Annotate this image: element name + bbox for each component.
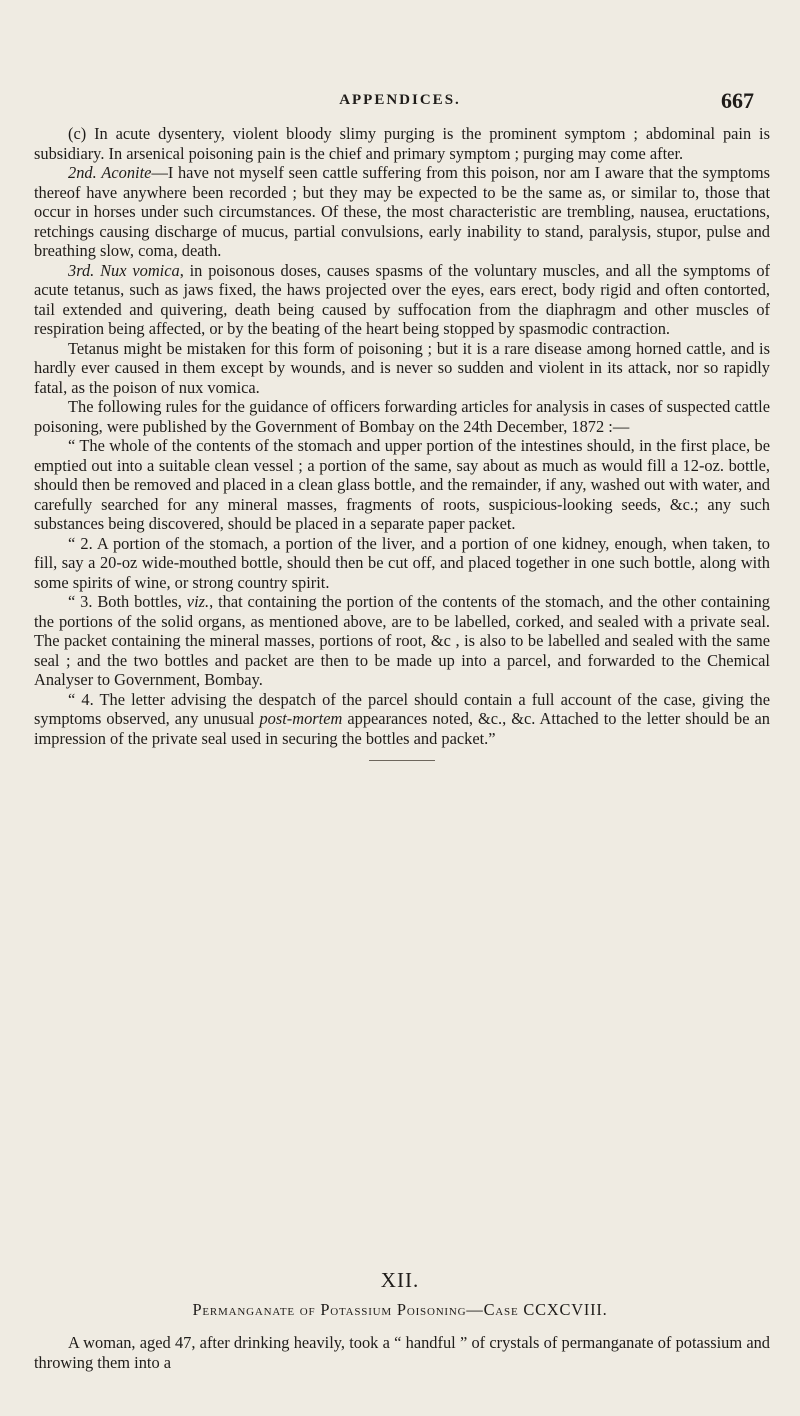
paragraph-text: (c) In acute dysentery, violent bloody slimy purging is the prominent symptom ; abdominal pain is subsidiary. In arsenical poisoning pain is the chief and primary symptom ; purging may come after. <box>34 124 770 163</box>
paragraph <box>34 397 770 436</box>
paragraph-text: A portion of the stomach, a portion of the liver, and a portion of one kidney, enough, when taken, to fill, say a 20-oz wide-mouthed bottle, should then be cut off, and placed together in one such bottle, along with some spirits of wine, or strong country spirit. <box>34 533 770 592</box>
paragraph-text: A woman, aged 47, after drinking heavily, took a “ handful ” of crystals of permanganate of potassium and throwing them into a <box>34 1333 770 1372</box>
paragraph-emphasis: post-mortem <box>259 709 343 728</box>
paragraph <box>34 436 770 534</box>
paragraph <box>34 690 770 749</box>
paragraph-text: The following rules for the guidance of officers forwarding articles for analysis in cases of suspected cattle poisoning, were published by the Government of Bombay on the 24th December, 1872 :— <box>34 397 770 436</box>
paragraph-text: , in poisonous doses, causes spasms of the voluntary muscles, and all the symptoms of acute tetanus, such as jaws fixed, the haws projected over the eyes, ears erect, body rigid and often contorted, tail extended and quivering, death being caused by suffocation from the diaphragm and other muscles of respiration being affected, or by the beating of the heart being stopped by spasmodic contraction. <box>34 260 770 338</box>
running-title: APPENDICES. <box>339 92 461 108</box>
paragraph-lead: 2nd. <box>68 163 97 182</box>
paragraph-text: , that containing the portion of the contents of the stomach, and the other containing the portions of the solid organs, as mentioned above, are to be labelled, corked, and sealed with a private seal. The packet containing the mineral masses, portions of root, &c , is also to be labelled and sealed with the same seal ; and the two bottles and packet are then to be made up into a parcel, and forwarded to the Chemical Analyser to Government, Bombay. <box>34 592 770 689</box>
paragraph-lead: “ 4. <box>68 689 94 709</box>
paragraph <box>34 1333 770 1372</box>
paragraph-emphasis: Aconite <box>101 163 152 182</box>
paragraph <box>34 339 770 398</box>
paragraph-text: Both bottles, <box>97 592 187 611</box>
body-text <box>34 124 770 761</box>
paragraph <box>34 124 770 163</box>
paragraph-lead: 3rd. <box>68 260 95 280</box>
paragraph-emphasis: Nux vomica <box>100 260 180 280</box>
paragraph <box>34 534 770 593</box>
section-body <box>34 1333 770 1372</box>
paragraph-text: The letter advising the despatch of the parcel should contain a full account of the case, giving the symptoms observed, any unusual <box>34 689 770 728</box>
paragraph-lead: “ 3. <box>68 592 93 611</box>
paragraph <box>34 592 770 690</box>
paragraph-emphasis: viz. <box>186 592 210 611</box>
paragraph-text: Tetanus might be mistaken for this form of poisoning ; but it is a rare disease among horned cattle, and is hardly ever caused in them except by wounds, and is never so sudden and violent in its attack, nor so rapidly fatal, as the poison of nux vomica. <box>34 338 770 397</box>
paragraph-text: “ The whole of the contents of the stomach and upper portion of the intestines should, in the first place, be emptied out into a suitable clean vessel ; a portion of the same, say about as much as would fill a 12-oz. bottle, should then be removed and placed in a clean glass bottle, and the remainder, if any, washed out with water, and carefully searched for any mineral masses, fragments of roots, suspicious-looking seeds, &c.; any such substances being discovered, should be placed in a separate paper packet. <box>34 436 770 533</box>
divider-rule <box>369 760 435 761</box>
page-number: 667 <box>721 88 754 113</box>
paragraph-lead: “ 2. <box>68 533 93 553</box>
section-title: Permanganate of Potassium Poisoning—Case CCXCVIII. <box>192 1300 608 1319</box>
section-number: XII. <box>380 1268 420 1292</box>
paragraph-text: appearances noted, &c., &c. Attached to the letter should be an impression of the private seal used in securing the bottles and packet.” <box>34 709 770 748</box>
paragraph-text: —I have not myself seen cattle suffering from this poison, nor am I aware that the symptoms thereof have anywhere been recorded ; but they may be expected to be the same as, or similar to, those that occur in horses under such circumstances. Of these, the most characteristic are trembling, nausea, eructations, retchings causing discharge of mucus, partial convulsions, early inability to stand, paralysis, stupor, pulse and breathing slow, coma, death. <box>34 163 770 260</box>
paragraph <box>34 261 770 339</box>
paragraph <box>34 163 770 261</box>
running-head <box>0 88 800 118</box>
